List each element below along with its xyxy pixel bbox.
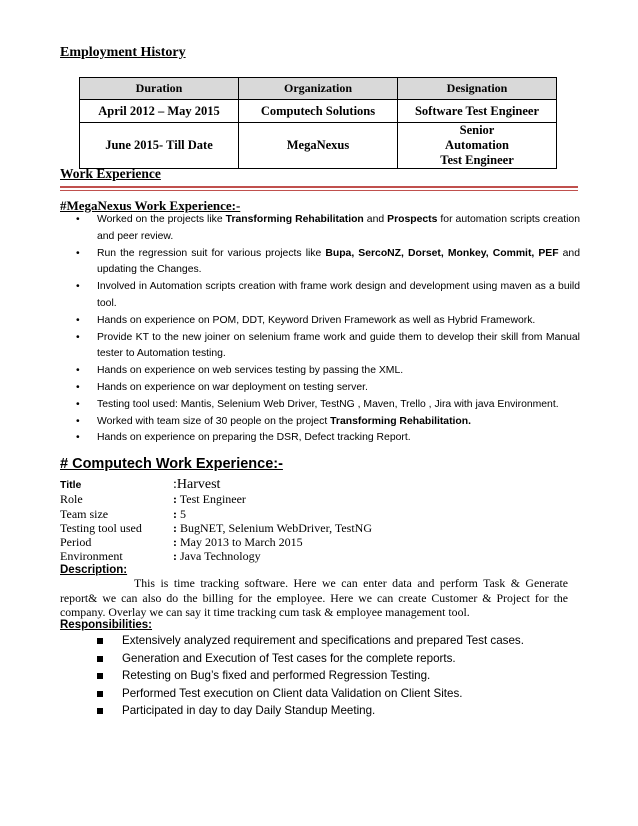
bold-segment: Bupa, SercoNZ, Dorset, Monkey, Commit, PEF <box>325 247 559 259</box>
bullet-icon: • <box>76 365 80 377</box>
text-segment: for automation scripts creation and peer review. <box>97 214 580 242</box>
square-bullet-icon <box>97 708 103 714</box>
detail-value-text: Harvest <box>176 477 221 492</box>
detail-label: Title <box>60 479 82 491</box>
bold-segment: Transforming Rehabilitation <box>225 214 364 225</box>
detail-value: : 5 <box>173 506 186 521</box>
work-experience-heading: Work Experience <box>60 166 161 181</box>
bullet-icon: • <box>76 432 80 444</box>
bullet-icon: • <box>76 314 80 326</box>
list-item-text <box>97 332 580 360</box>
text-segment: Hands on experience on war deployment on testing server. <box>97 381 368 393</box>
detail-label: Period <box>60 535 92 550</box>
bullet-icon: • <box>76 415 80 427</box>
list-item <box>60 279 580 313</box>
meganexus-heading: #MegaNexus Work Experience:- <box>60 198 241 213</box>
text-segment: Run the regression suit for various projects like <box>97 247 326 259</box>
list-item <box>60 246 580 280</box>
responsibilities-heading: Responsibilities: <box>60 619 153 631</box>
list-item-text <box>97 432 411 443</box>
detail-label: Environment <box>60 549 123 564</box>
list-item <box>60 330 580 364</box>
list-item <box>60 313 580 330</box>
list-item <box>60 414 580 431</box>
list-item-text <box>97 382 368 393</box>
bullet-icon: • <box>76 331 80 343</box>
text-segment: Hands on experience on preparing the DSR, Defect tracking Report. <box>97 432 411 444</box>
detail-value-text: Java Technology <box>180 549 261 564</box>
cell-designation: Software Test Engineer <box>398 100 557 123</box>
cell-organization: MegaNexus <box>239 123 398 169</box>
list-item <box>60 667 580 685</box>
detail-label: Team size <box>60 506 109 521</box>
text-segment: Hands on experience on POM, DDT, Keyword Driven Framework as well as Hybrid Framework. <box>97 314 536 326</box>
table-header-row <box>80 78 557 100</box>
bullet-icon: • <box>76 247 80 259</box>
list-item <box>60 397 580 414</box>
bullet-icon: • <box>76 381 80 393</box>
list-item-text: Performed Test execution on Client data Validation on Client Sites. <box>122 686 463 700</box>
list-item-text: Extensively analyzed requirement and specifications and prepared Test cases. <box>122 634 524 647</box>
detail-row-testing-tool <box>60 521 580 535</box>
description-text <box>60 576 568 620</box>
text-segment: Provide KT to the new joiner on selenium frame work and guide them to develop their skill from Manual tester to Automation testing. <box>97 331 580 360</box>
employment-history-heading: Employment History <box>60 45 186 60</box>
list-item-text <box>97 416 471 427</box>
project-details <box>60 478 580 564</box>
list-item <box>60 650 580 668</box>
cell-designation: Senior Automation Test Engineer <box>398 123 557 169</box>
cell-organization: Computech Solutions <box>239 100 398 123</box>
list-item <box>60 212 580 246</box>
detail-value-text: BugNET, Selenium WebDriver, TestNG <box>180 520 373 535</box>
bullet-icon: • <box>76 398 80 410</box>
square-bullet-icon <box>97 673 103 679</box>
detail-label: Role <box>60 492 83 507</box>
list-item <box>60 632 580 650</box>
text-segment: Involved in Automation scripts creation with frame work design and development using maven as a build tool. <box>97 281 580 309</box>
section-rule <box>60 190 578 191</box>
detail-row-environment <box>60 549 580 563</box>
text-segment: Worked on the projects like <box>97 214 226 225</box>
detail-value: : BugNET, Selenium WebDriver, TestNG <box>173 520 373 535</box>
detail-value: : Test Engineer <box>173 492 246 507</box>
responsibilities-list <box>60 632 580 720</box>
bullet-icon: • <box>76 281 80 293</box>
detail-value: : May 2013 to March 2015 <box>173 535 303 550</box>
list-item <box>60 430 580 447</box>
detail-value-text: Test Engineer <box>179 492 246 507</box>
table-row <box>80 100 557 123</box>
header-designation: Designation <box>398 78 557 100</box>
square-bullet-icon <box>97 691 103 697</box>
list-item-text <box>97 281 580 309</box>
detail-row-role <box>60 492 580 506</box>
detail-row-team-size <box>60 507 580 521</box>
list-item-text: Generation and Execution of Test cases for the complete reports. <box>122 651 456 665</box>
detail-row-title <box>60 478 580 492</box>
header-duration: Duration <box>80 78 239 100</box>
text-segment: Hands on experience on web services testing by passing the XML. <box>97 365 404 377</box>
description-heading: Description: <box>60 564 128 576</box>
detail-value: : Java Technology <box>173 549 261 564</box>
text-segment: Testing tool used: Mantis, Selenium Web Driver, TestNG , Maven, Trello , Jira with java Environment. <box>97 398 559 410</box>
list-item-text <box>97 214 580 242</box>
bullet-icon: • <box>76 214 80 225</box>
list-item-text: Participated in day to day Daily Standup Meeting. <box>122 704 376 718</box>
description-body: This is time tracking software. Here we can enter data and perform Task & Generate report& we can also do the billing for the employee. Here we can create Customer & Project for the company. Overlay we can say it time tracking cum task & employee management tool. <box>60 576 568 619</box>
cell-duration: June 2015- Till Date <box>80 123 239 169</box>
bold-segment: Transforming Rehabilitation. <box>330 415 472 427</box>
computech-heading: # Computech Work Experience:- <box>60 456 283 472</box>
detail-label: Testing tool used <box>60 520 142 535</box>
list-item-text <box>97 248 580 276</box>
list-item-text <box>97 315 535 326</box>
table-row <box>80 123 557 169</box>
list-item <box>60 363 580 380</box>
square-bullet-icon <box>97 656 103 662</box>
square-bullet-icon <box>97 638 103 644</box>
list-item-text <box>97 399 559 410</box>
list-item <box>60 380 580 397</box>
text-segment: and <box>363 214 388 225</box>
detail-value: :Harvest <box>173 477 221 492</box>
list-item <box>60 685 580 703</box>
list-item-text: Retesting on Bug’s fixed and performed Regression Testing. <box>122 669 431 683</box>
bold-segment: Prospects <box>387 214 438 225</box>
list-item-text <box>97 365 403 376</box>
text-segment: Worked with team size of 30 people on the project <box>97 415 331 427</box>
cell-duration: April 2012 – May 2015 <box>80 100 239 123</box>
employment-table <box>79 77 557 169</box>
section-rule <box>60 186 578 188</box>
meganexus-bullet-list <box>60 212 580 447</box>
text-segment: and updating the Changes. <box>97 247 580 276</box>
detail-value-text: 5 <box>180 506 186 521</box>
detail-value-text: May 2013 to March 2015 <box>180 535 303 550</box>
list-item <box>60 702 580 720</box>
header-organization: Organization <box>239 78 398 100</box>
detail-row-period <box>60 535 580 549</box>
